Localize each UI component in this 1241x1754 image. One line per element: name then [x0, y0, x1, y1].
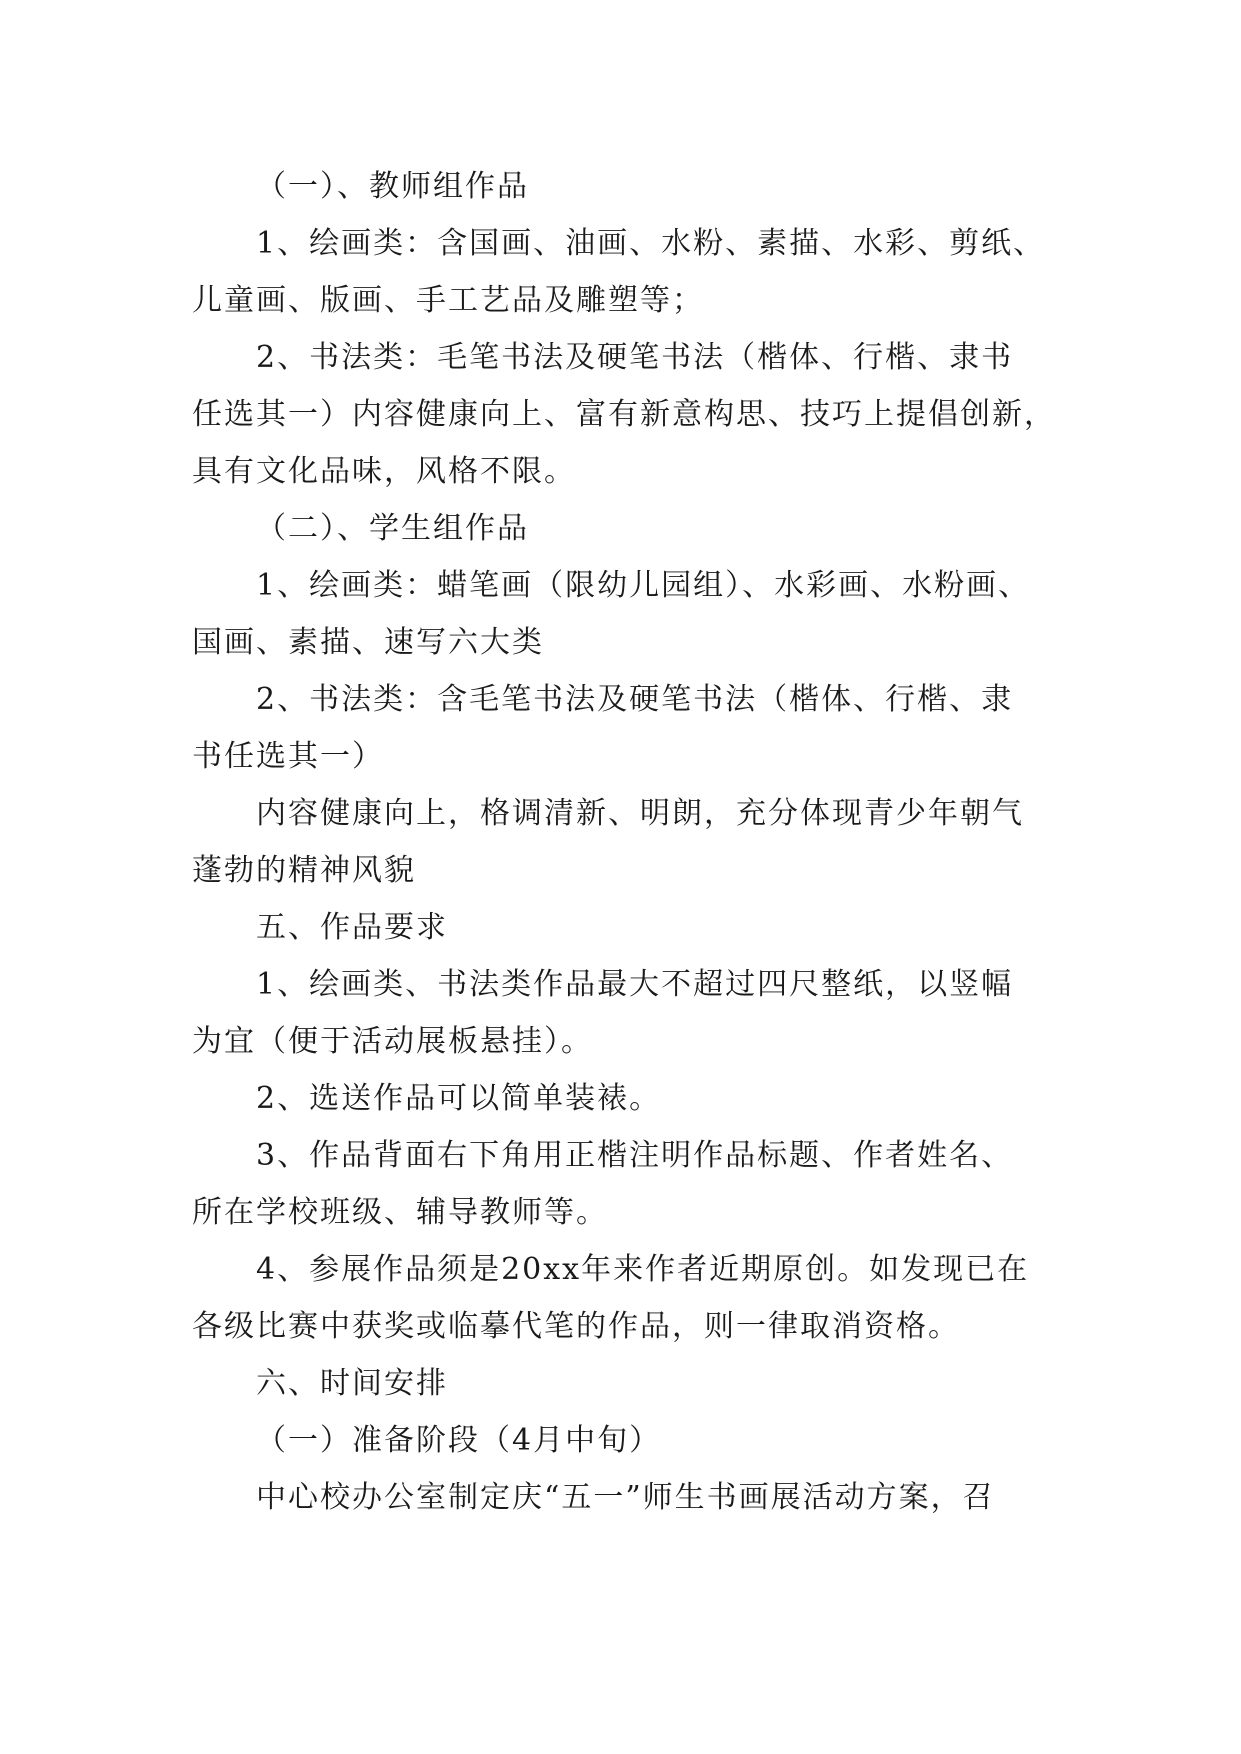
subheading-student-group: （二）、学生组作品 — [256, 511, 529, 546]
paragraph-line: 所在学校班级、辅导教师等。 — [192, 1195, 608, 1230]
section-heading-requirements: 五、作品要求 — [256, 910, 448, 945]
paragraph-line: 2、书法类：含毛笔书法及硬笔书法（楷体、行楷、隶 — [256, 682, 1014, 717]
paragraph-line: 1、绘画类、书法类作品最大不超过四尺整纸，以竖幅 — [256, 967, 1014, 1002]
paragraph-line: 3、作品背面右下角用正楷注明作品标题、作者姓名、 — [256, 1138, 1014, 1173]
paragraph-line: 国画、素描、速写六大类 — [192, 625, 544, 660]
paragraph-line: 具有文化品味，风格不限。 — [192, 454, 576, 489]
paragraph-line: 儿童画、版画、手工艺品及雕塑等； — [192, 283, 704, 318]
paragraph-line: 1、绘画类：含国画、油画、水粉、素描、水彩、剪纸、 — [256, 226, 1046, 261]
paragraph-line: 为宜（便于活动展板悬挂）。 — [192, 1024, 593, 1059]
paragraph-line: 任选其一）内容健康向上、富有新意构思、技巧上提倡创新， — [192, 397, 1056, 432]
paragraph-line: 中心校办公室制定庆“五一”师生书画展活动方案，召 — [256, 1480, 995, 1515]
document-body — [192, 158, 1072, 1526]
paragraph-line: 蓬勃的精神风貌 — [192, 853, 416, 888]
paragraph-line: 2、选送作品可以简单装裱。 — [256, 1081, 662, 1116]
subheading-preparation-stage: （一）准备阶段（4月中旬） — [256, 1423, 662, 1458]
section-heading-schedule: 六、时间安排 — [256, 1366, 448, 1401]
paragraph-line: 2、书法类：毛笔书法及硬笔书法（楷体、行楷、隶书 — [256, 340, 1014, 375]
paragraph-line: 各级比赛中获奖或临摹代笔的作品，则一律取消资格。 — [192, 1309, 960, 1344]
paragraph-line: 书任选其一） — [192, 739, 384, 774]
paragraph-line: 内容健康向上，格调清新、明朗，充分体现青少年朝气 — [256, 796, 1024, 831]
subheading-teacher-group: （一）、教师组作品 — [256, 169, 529, 204]
paragraph-line: 4、参展作品须是20xx年来作者近期原创。如发现已在 — [256, 1252, 1030, 1287]
paragraph-line: 1、绘画类：蜡笔画（限幼儿园组）、水彩画、水粉画、 — [256, 568, 1031, 603]
